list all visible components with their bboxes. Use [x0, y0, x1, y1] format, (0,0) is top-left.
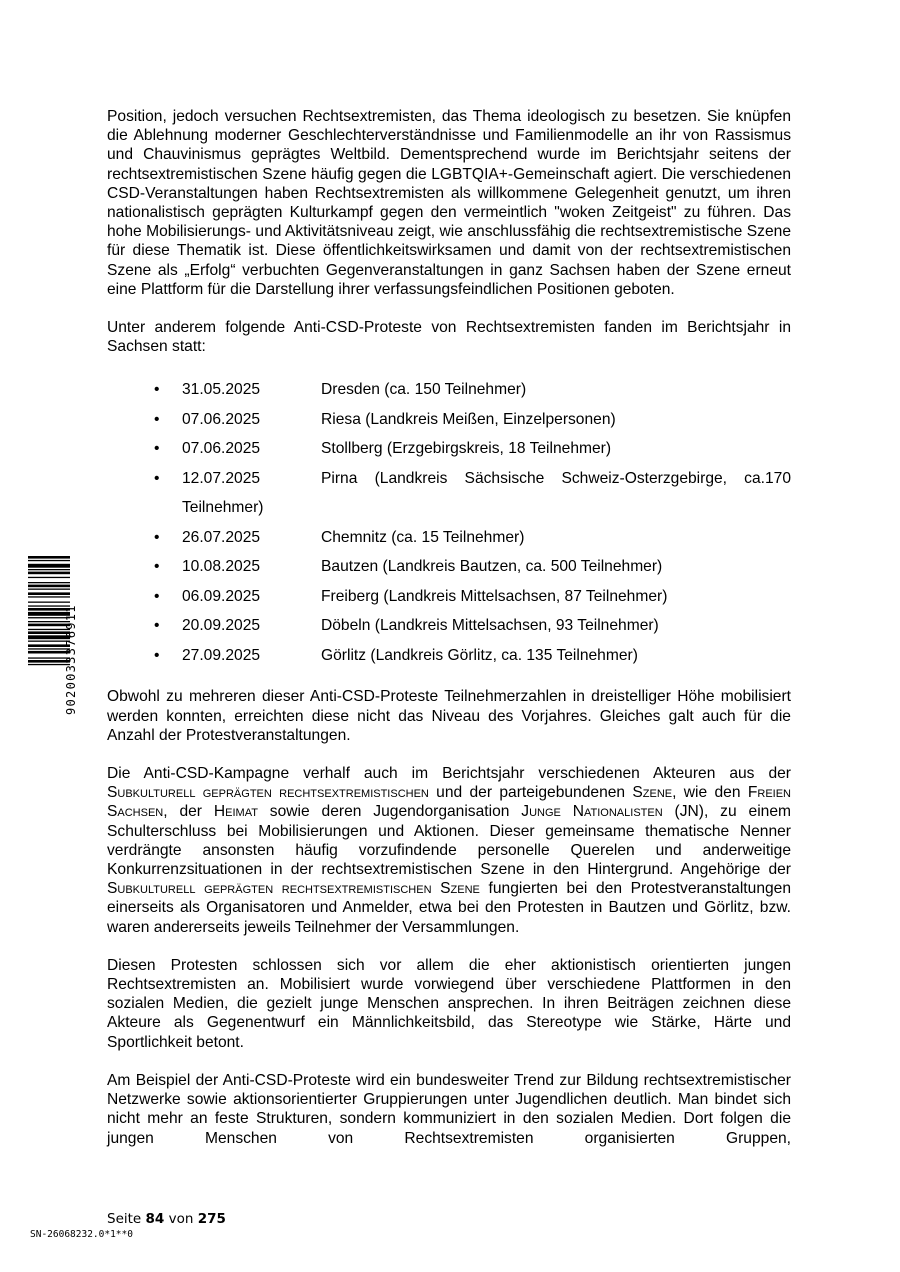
list-item: [107, 405, 791, 435]
total-pages: 275: [197, 1211, 226, 1227]
page-label: Seite: [107, 1211, 146, 1227]
organization-name: Freien Sachsen: [107, 784, 791, 821]
list-item: [107, 582, 791, 612]
event-place: Görlitz (Landkreis Görlitz, ca. 135 Teilnehmer): [321, 646, 638, 664]
barcode-bar: [28, 564, 70, 568]
list-item: [107, 641, 791, 671]
event-place: Bautzen (Landkreis Bautzen, ca. 500 Teilnehmer): [321, 558, 663, 576]
event-date: 26.07.2025: [182, 528, 261, 546]
paragraph-mobilisation: Diesen Protesten schlossen sich vor allem die eher aktionistisch orientierten jungen Rechtsextremisten an. Mobilisiert wurde vorwiegend über verschiedene Plattformen in den sozialen Medien, die gezielt junge Menschen ansprechen. In ihren Beiträgen zeichnen diese Akteure als Gegenentwurf ein Männlichkeitsbild, das Stereotype wie Stärke, Härte und Sportlichkeit betont.: [107, 956, 791, 1051]
event-date: 07.06.2025: [182, 410, 261, 428]
organization-name: Heimat: [213, 803, 258, 821]
list-item: [107, 552, 791, 582]
text-run: sowie deren Jugendorganisation: [257, 803, 522, 821]
event-place-continued: Teilnehmer): [182, 499, 264, 517]
text-run: (JN), zu einem Schulterschluss bei Mobilisierungen und Aktionen. Dieser gemeinsame thematische Nenner verdrängte ansonsten häufig vorzufindende personelle Querelen und anderweitige Konkurrenzsituationen in der rechtsextremistischen Szene in den Hintergrund. Angehörige der: [107, 803, 791, 879]
event-place: Dresden (ca. 150 Teilnehmer): [321, 381, 527, 399]
event-date: 20.09.2025: [182, 617, 261, 635]
event-date: 12.07.2025: [182, 469, 261, 487]
barcode-bar: [28, 572, 70, 575]
list-item: [107, 523, 791, 553]
event-date: 27.09.2025: [182, 646, 261, 664]
barcode-bar: [28, 582, 70, 583]
organization-name: Szene: [632, 784, 673, 802]
event-place: Stollberg (Erzgebirgskreis, 18 Teilnehmer): [321, 440, 612, 458]
organization-name: Subkulturell geprägten rechtsextremistischen Szene: [107, 880, 480, 898]
event-date: 31.05.2025: [182, 381, 261, 399]
text-run: , wie den: [672, 784, 748, 802]
barcode-bar: [28, 602, 70, 603]
list-item: [107, 434, 791, 464]
barcode-bar: [28, 556, 70, 559]
list-item: [107, 611, 791, 641]
paragraph-trend: Am Beispiel der Anti-CSD-Proteste wird ein bundesweiter Trend zur Bildung rechtsextremistischer Netzwerke sowie aktionsorientierter Gruppierungen unter Jugendlichen deutlich. Man bindet sich nicht mehr an feste Strukturen, sondern kommuniziert in den sozialen Medien. Dort folgen die jungen Menschen von Rechtsextremisten organisierten Gruppen,: [107, 1071, 791, 1147]
current-page: 84: [145, 1211, 165, 1227]
event-date: 10.08.2025: [182, 558, 261, 576]
document-code: SN-26068232.0*1**0: [30, 1229, 133, 1240]
page-separator: von: [164, 1211, 198, 1227]
barcode-bar: [28, 589, 70, 590]
organization-name: Junge Nationalisten: [521, 803, 663, 821]
event-place: Döbeln (Landkreis Mittelsachsen, 93 Teilnehmer): [321, 617, 659, 635]
event-date: 06.09.2025: [182, 587, 261, 605]
event-date: 07.06.2025: [182, 440, 261, 458]
barcode-bar: [28, 560, 70, 561]
event-place: Chemnitz (ca. 15 Teilnehmer): [321, 528, 525, 546]
document-body: [107, 107, 791, 1167]
event-place: Freiberg (Landkreis Mittelsachsen, 87 Teilnehmer): [321, 587, 668, 605]
barcode-bar: [28, 585, 70, 588]
paragraph-list-intro: Unter anderem folgende Anti-CSD-Proteste von Rechtsextremisten fanden im Berichtsjahr in Sachsen statt:: [107, 319, 791, 356]
list-item: [107, 375, 791, 405]
text-run: fungierten bei den Protestveranstaltungen einerseits als Organisatoren und Anmelder, etwa bei den Protesten in Bautzen und Görlitz, bzw. waren andererseits jeweils Teilnehmer der Versammlungen.: [107, 880, 792, 936]
barcode-digits: 9020033376911: [64, 604, 78, 715]
paragraph-participation: Obwohl zu mehreren dieser Anti-CSD-Proteste Teilnehmerzahlen in dreistelliger Höhe mobilisiert werden konnten, erreichten diese nicht das Niveau des Vorjahres. Gleiches galt auch für die Anzahl der Protestveranstaltungen.: [107, 688, 791, 744]
barcode-bar: [28, 569, 70, 570]
paragraph-campaign: [107, 764, 791, 937]
barcode-bar: [28, 596, 70, 597]
barcode-bar: [28, 592, 70, 595]
event-place: Riesa (Landkreis Meißen, Einzelpersonen): [321, 410, 616, 428]
text-run: , der: [163, 803, 214, 821]
event-place: Pirna (Landkreis Sächsische Schweiz-Osterzgebirge, ca.170: [321, 469, 791, 487]
organization-name: Subkulturell geprägten rechtsextremistischen: [107, 784, 429, 802]
barcode-bar: [28, 577, 70, 578]
paragraph-intro: Position, jedoch versuchen Rechtsextremisten, das Thema ideologisch zu besetzen. Sie knüpfen die Ablehnung moderner Geschlechterverständnisse und Familienmodelle an ihr von Rassismus und Chauvinismus geprägtes Weltbild. Dementsprechend wurde im Berichtsjahr seitens der rechtsextremistischen Szene häufig gegen die LGBTQIA+-Gemeinschaft agiert. Die verschiedenen CSD-Veranstaltungen haben Rechtsextremisten als willkommene Gelegenheit genutzt, um ihren nationalistisch geprägten Kulturkampf gegen den vermeintlich "woken Zeitgeist" zu führen. Das hohe Mobilisierungs- und Aktivitätsniveau zeigt, wie anschlussfähig die rechtsextremistische Szene für diese Thematik ist. Diese öffentlichkeitswirksamen und damit von der rechtsextremistischen Szene als „Erfolg“ verbuchten Gegenveranstaltungen in ganz Sachsen haben der Szene erneut eine Plattform für die Darstellung ihrer verfassungsfeindlichen Positionen geboten.: [107, 108, 791, 298]
text-run: und der parteigebundenen: [428, 784, 633, 802]
protest-list: [107, 375, 791, 670]
page-number: [107, 1211, 226, 1227]
text-run: Die Anti-CSD-Kampagne verhalf auch im Berichtsjahr verschiedenen Akteuren aus der: [107, 765, 791, 783]
list-item: [107, 464, 791, 523]
